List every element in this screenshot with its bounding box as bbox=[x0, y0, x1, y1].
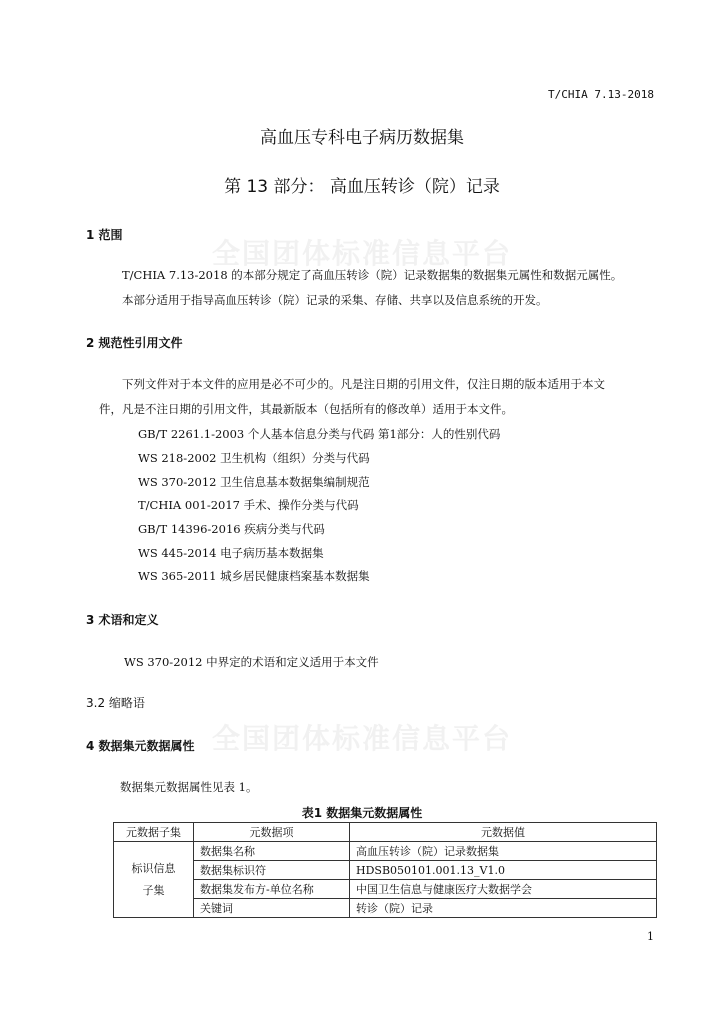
watermark-text: 全国团体标准信息平台 bbox=[211, 722, 512, 755]
metadata-item-cell: 数据集名称 bbox=[194, 842, 350, 861]
table-caption: 表1 数据集元数据属性 bbox=[301, 806, 423, 820]
reference-item: WS 445-2014 电子病历基本数据集 bbox=[138, 546, 324, 560]
document-title: 高血压专科电子病历数据集 bbox=[260, 128, 464, 148]
scope-paragraph-2: 本部分适用于指导高血压转诊（院）记录的采集、存储、共享以及信息系统的开发。 bbox=[122, 293, 548, 307]
section-heading-scope: 1 范围 bbox=[86, 228, 123, 242]
table-row bbox=[114, 861, 657, 880]
reference-item: T/CHIA 001-2017 手术、操作分类与代码 bbox=[138, 498, 359, 512]
metadata-item-cell: 数据集发布方-单位名称 bbox=[194, 880, 350, 899]
metadata-value-cell: 高血压转诊（院）记录数据集 bbox=[350, 842, 657, 861]
metadata-table bbox=[113, 822, 657, 918]
section-heading-normative-references: 2 规范性引用文件 bbox=[86, 336, 183, 350]
metadata-value-cell: HDSB050101.001.13_V1.0 bbox=[350, 861, 657, 880]
reference-item: WS 218-2002 卫生机构（组织）分类与代码 bbox=[138, 451, 370, 465]
section-heading-dataset-metadata: 4 数据集元数据属性 bbox=[86, 739, 195, 753]
section-heading-terms: 3 术语和定义 bbox=[86, 613, 159, 627]
reference-item: GB/T 2261.1-2003 个人基本信息分类与代码 第1部分：人的性别代码 bbox=[138, 427, 501, 441]
reference-item: GB/T 14396-2016 疾病分类与代码 bbox=[138, 522, 325, 536]
section-heading-abbreviations: 3.2 缩略语 bbox=[86, 696, 145, 710]
table-header-cell: 元数据项 bbox=[194, 823, 350, 842]
table-row bbox=[114, 880, 657, 899]
reference-item: WS 365-2011 城乡居民健康档案基本数据集 bbox=[138, 569, 370, 583]
metadata-item-cell: 关键词 bbox=[194, 899, 350, 918]
document-subtitle: 第 13 部分： 高血压转诊（院）记录 bbox=[224, 177, 500, 197]
watermark-text: 全国团体标准信息平台 bbox=[211, 237, 512, 270]
terms-paragraph: WS 370-2012 中界定的术语和定义适用于本文件 bbox=[124, 655, 379, 669]
page-number: 1 bbox=[647, 930, 654, 943]
scope-paragraph-1: T/CHIA 7.13-2018 的本部分规定了高血压转诊（院）记录数据集的数据集元属性和数据元属性。 bbox=[122, 268, 623, 282]
table-header-cell: 元数据值 bbox=[350, 823, 657, 842]
metadata-subset-cell: 标识信息 子集 bbox=[114, 842, 194, 918]
metadata-item-cell: 数据集标识符 bbox=[194, 861, 350, 880]
table-header-cell: 元数据子集 bbox=[114, 823, 194, 842]
dataset-metadata-paragraph: 数据集元数据属性见表 1。 bbox=[120, 780, 258, 794]
metadata-value-cell: 中国卫生信息与健康医疗大数据学会 bbox=[350, 880, 657, 899]
reference-item: WS 370-2012 卫生信息基本数据集编制规范 bbox=[138, 475, 370, 489]
table-row bbox=[114, 842, 657, 861]
table-header-row bbox=[114, 823, 657, 842]
references-intro-line-2: 件，凡是不注日期的引用文件，其最新版本（包括所有的修改单）适用于本文件。 bbox=[99, 402, 513, 416]
references-intro-line-1: 下列文件对于本文件的应用是必不可少的。凡是注日期的引用文件，仅注日期的版本适用于本文 bbox=[122, 377, 605, 391]
document-code: T/CHIA 7.13-2018 bbox=[548, 88, 654, 101]
metadata-value-cell: 转诊（院）记录 bbox=[350, 899, 657, 918]
table-row bbox=[114, 899, 657, 918]
